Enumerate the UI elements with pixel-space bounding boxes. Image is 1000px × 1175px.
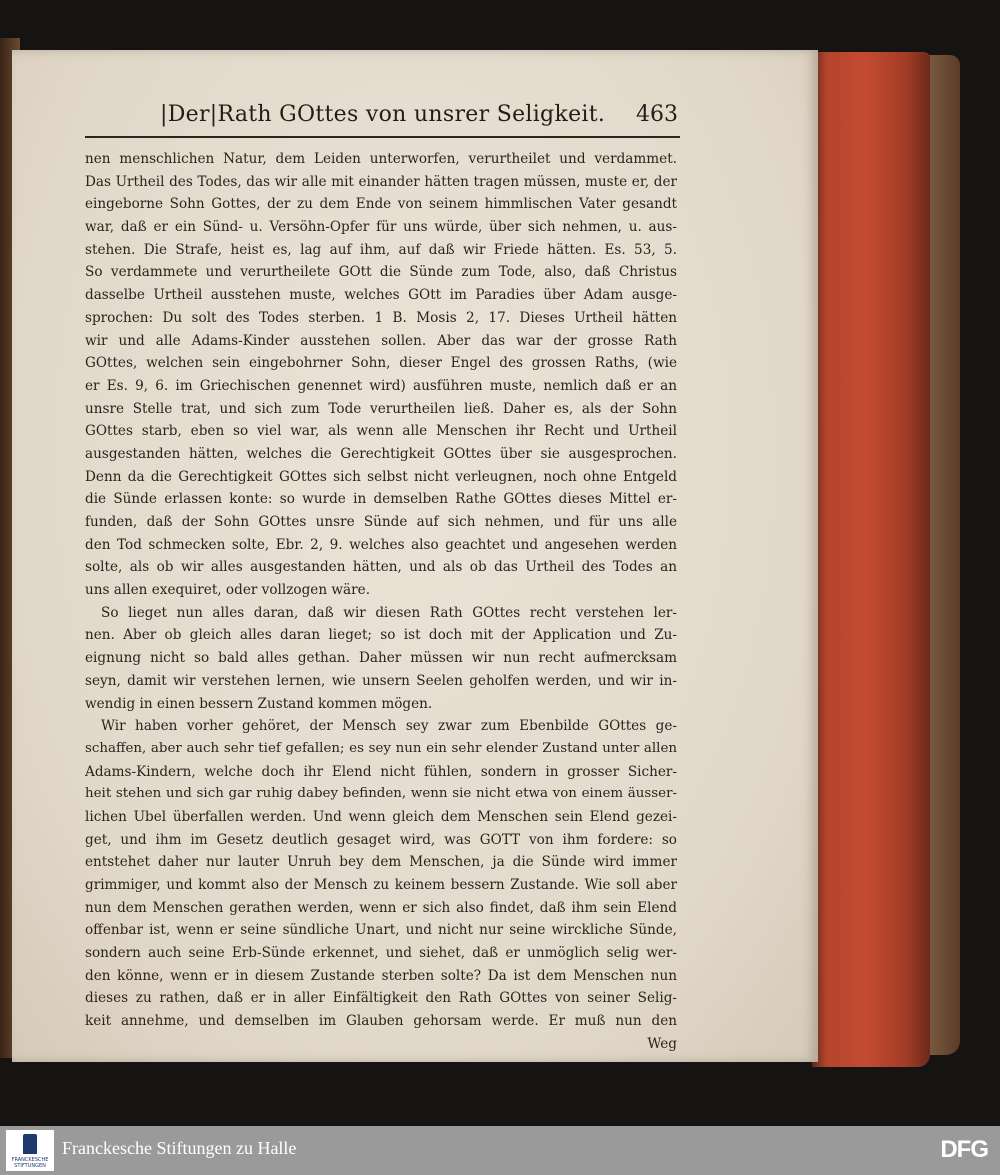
text-line: nen menschlichen Natur, dem Leiden unterworfen, verurtheilet und verdammet. <box>85 151 677 167</box>
catchword: Weg <box>647 1035 677 1052</box>
footer-bar <box>0 1126 1000 1175</box>
text-line: sprochen: Du solt des Todes sterben. 1 B. Mosis 2, 17. Dieses Urtheil hätten <box>85 309 677 326</box>
body-text <box>85 148 677 1056</box>
page-header <box>85 100 680 138</box>
text-line: den könne, wenn er in diesem Zustande sterben solte? Da ist dem Menschen nun <box>85 967 677 984</box>
text-line: wir und alle Adams-Kinder ausstehen sollen. Aber das war der grosse Rath <box>85 332 677 349</box>
text-line: eignung nicht so bald alles gethan. Daher müssen wir nun recht aufmercksam <box>85 650 677 667</box>
institution-name[interactable]: Franckesche Stiftungen zu Halle <box>62 1138 297 1158</box>
text-line: Wir haben vorher gehöret, der Mensch sey zwar zum Ebenbilde GOttes ge- <box>101 718 677 735</box>
text-line: funden, daß der Sohn GOttes unsre Sünde auf sich nehmen, und für uns alle <box>85 514 677 530</box>
page-fore-edge <box>812 52 930 1067</box>
text-line: lichen Ubel überfallen werden. Und wenn gleich dem Menschen sein Elend gezei- <box>85 808 677 825</box>
text-line: uns allen exequiret, oder vollzogen wäre. <box>85 582 371 599</box>
catchword-line <box>85 1033 677 1056</box>
text-line: schaffen, aber auch sehr tief gefallen; es sey nun ein sehr elender Zustand unter allen <box>85 740 677 756</box>
text-line: eingeborne Sohn Gottes, der zu dem Ende von seinem himmlischen Vater gesandt <box>85 196 677 213</box>
text-line: nen. Aber ob gleich alles daran lieget; so ist doch mit der Application und Zu- <box>85 627 677 644</box>
text-line: die Sünde erlassen konte: so wurde in demselben Rathe GOttes dieses Mittel er- <box>85 491 677 508</box>
text-line: nun dem Menschen gerathen werden, wenn er sich also findet, daß ihm sein Elend <box>85 899 677 916</box>
text-line: wendig in einen bessern Zustand kommen mögen. <box>85 695 433 712</box>
text-line: dasselbe Urtheil ausstehen muste, welches GOtt im Paradies über Adam ausge- <box>85 287 677 304</box>
page-number: 463 <box>636 102 678 127</box>
text-line: Denn da die Gerechtigkeit GOttes sich selbst nicht verleugnen, noch ohne Entgeld <box>85 468 677 485</box>
text-line: sondern auch seine Erb-Sünde erkennet, und siehet, daß er unmöglich selig wer- <box>85 945 677 962</box>
dfg-logo[interactable]: DFG <box>940 1136 988 1163</box>
text-line: So verdammete und verurtheilete GOtt die Sünde zum Tode, also, daß Christus <box>85 264 677 281</box>
text-line: get, und ihm im Gesetz deutlich gesaget wird, was GOTT von ihm fordere: so <box>85 831 677 848</box>
text-line: war, daß er ein Sünd- u. Versöhn-Opfer für uns würde, über sich nehmen, u. aus- <box>85 219 677 236</box>
text-line: keit annehme, und demselben im Glauben gehorsam werde. Er muß nun den <box>85 1013 677 1030</box>
text-line: ausgestanden hätten, welches die Gerechtigkeit GOttes über sie ausgesprochen. <box>85 445 677 462</box>
text-line: seyn, damit wir verstehen lernen, wie unsern Seelen geholfen werden, und wir in- <box>85 672 677 689</box>
building-icon <box>23 1134 37 1154</box>
text-line: offenbar ist, wenn er seine sündliche Unart, und nicht nur seine wirckliche Sünde, <box>85 922 677 939</box>
text-line: er Es. 9, 6. im Griechischen genennet wird) ausführen muste, nemlich daß er an <box>85 377 677 394</box>
institution-logo[interactable] <box>6 1130 54 1171</box>
text-line: heit stehen und sich gar ruhig dabey befinden, wenn sie nicht etwa von einem äusser- <box>85 786 677 802</box>
text-line: Adams-Kindern, welche doch ihr Elend nicht fühlen, sondern in grosser Sicher- <box>85 763 677 780</box>
text-line: GOttes, welchen sein eingebohrner Sohn, dieser Engel des grossen Raths, (wie <box>85 355 677 372</box>
text-line: solte, als ob wir alles ausgestanden hätten, und als ob das Urtheil des Todes an <box>85 559 677 576</box>
logo-text: FRANCKESCHE STIFTUNGEN <box>11 1157 49 1169</box>
running-title: |Der|Rath GOttes von unsrer Seligkeit. <box>160 102 606 127</box>
text-line: stehen. Die Strafe, heist es, lag auf ihm, auf daß wir Friede hätten. Es. 53, 5. <box>85 241 677 258</box>
text-line: grimmiger, und kommt also der Mensch zu keinem bessern Zustande. Wie soll aber <box>85 877 677 893</box>
text-line: dieses zu rathen, daß er in aller Einfältigkeit den Rath GOttes von seiner Selig- <box>85 990 677 1007</box>
text-line: den Tod schmecken solte, Ebr. 2, 9. welches also geachtet und angesehen werden <box>85 536 677 553</box>
text-line: So lieget nun alles daran, daß wir diesen Rath GOttes recht verstehen ler- <box>101 604 677 621</box>
text-line: Das Urtheil des Todes, das wir alle mit einander hätten tragen müssen, muste er, der <box>85 173 677 190</box>
text-line: unsre Stelle trat, und sich zum Tode verurtheilen ließ. Daher es, als der Sohn <box>85 400 677 417</box>
text-line: entstehet daher nur lauter Unruh bey dem Menschen, ja die Sünde wird immer <box>85 854 677 871</box>
text-line: GOttes starb, eben so viel war, als wenn alle Menschen ihr Recht und Urtheil <box>85 423 677 440</box>
